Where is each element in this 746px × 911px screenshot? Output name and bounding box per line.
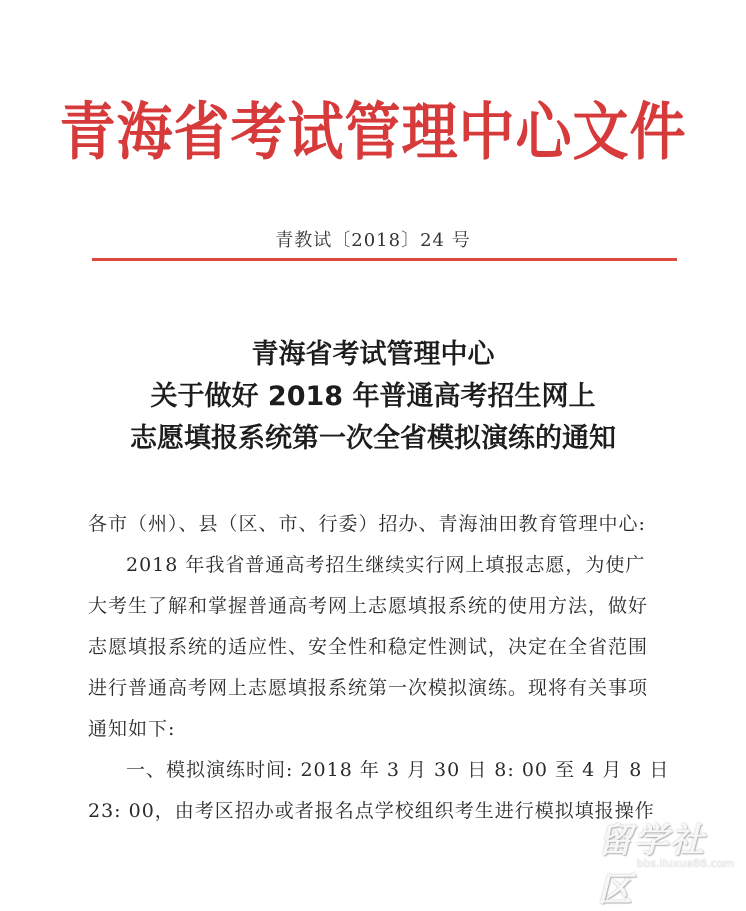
watermark-logo: 留学社区 (598, 821, 706, 910)
notice-title-line-3: 志愿填报系统第一次全省模拟演练的通知 (130, 423, 616, 454)
body-line: 23: 00，由考区招办或者报名点学校组织考生进行模拟填报操作 (88, 800, 655, 822)
notice-body (88, 504, 688, 832)
site-watermark (598, 813, 738, 910)
body-line: 2018 年我省普通高考招生继续实行网上填报志愿，为使广 (126, 554, 646, 576)
document-number: 青教试〔2018〕24 号 (275, 230, 471, 251)
notice-title-line-2: 关于做好 2018 年普通高考招生网上 (150, 381, 596, 412)
body-line: 进行普通高考网上志愿填报系统第一次模拟演练。现将有关事项 (88, 677, 649, 699)
body-line: 通知如下: (88, 718, 176, 740)
body-line-addressee: 各市（州）、县（区、市、行委）招办、青海油田教育管理中心: (88, 513, 646, 535)
issuer-header-title: 青海省考试管理中心文件 (59, 95, 687, 170)
body-line: 大考生了解和掌握普通高考网上志愿填报系统的使用方法，做好 (88, 595, 649, 617)
body-line-section-1: 一、模拟演练时间: 2018 年 3 月 30 日 8: 00 至 4 月 8 日 (126, 759, 670, 781)
body-line: 志愿填报系统的适应性、安全性和稳定性测试，决定在全省范围 (88, 636, 649, 658)
notice-title (0, 334, 746, 460)
watermark-url: bbs.liuxue86.com (636, 857, 734, 870)
red-divider-rule (92, 258, 677, 261)
notice-title-line-1: 青海省考试管理中心 (251, 339, 495, 370)
